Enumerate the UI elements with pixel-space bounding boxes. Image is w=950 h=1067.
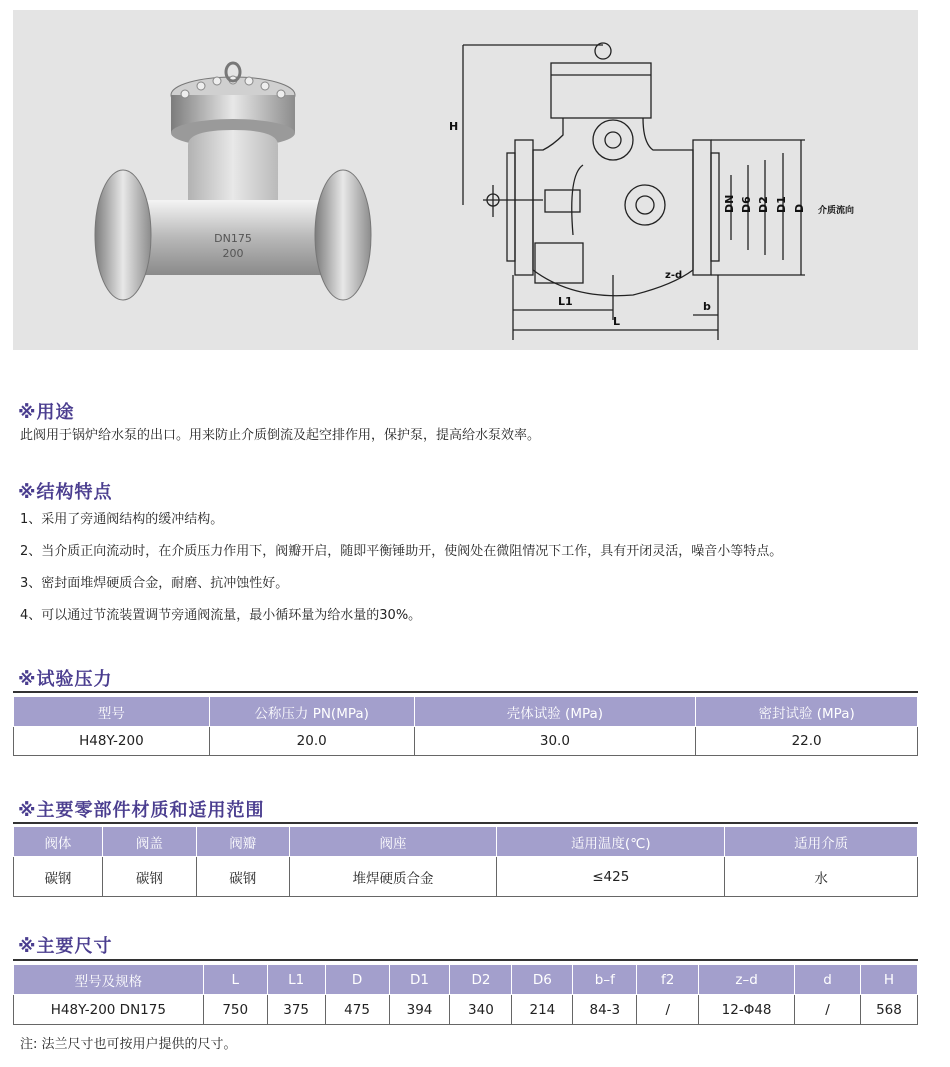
dimensions-cell: 84-3 bbox=[573, 995, 637, 1025]
materials-title: ※主要零部件材质和适用范围 bbox=[18, 800, 265, 821]
dimensions-cell: 340 bbox=[450, 995, 512, 1025]
dimensions-header: D1 bbox=[389, 965, 450, 995]
dimensions-cell: 214 bbox=[512, 995, 573, 1025]
dimensions-rule bbox=[13, 959, 918, 961]
materials-cell: 堆焊硬质合金 bbox=[289, 857, 497, 897]
dimensions-header: f2 bbox=[637, 965, 699, 995]
materials-header: 阀盖 bbox=[102, 827, 196, 857]
pressure-table bbox=[13, 696, 918, 756]
dim-label-b: b bbox=[703, 300, 711, 313]
dimensions-cell: 375 bbox=[267, 995, 325, 1025]
materials-header: 阀瓣 bbox=[196, 827, 289, 857]
dim-label-d6: D6 bbox=[740, 196, 753, 213]
dim-label-l: L bbox=[613, 315, 621, 328]
materials-header: 阀体 bbox=[14, 827, 103, 857]
dimensions-header: H bbox=[860, 965, 917, 995]
feature-item-4: 4、可以通过节流装置调节旁通阀流量，最小循环量为给水量的30%。 bbox=[20, 608, 422, 623]
dim-label-l1: L1 bbox=[558, 295, 573, 308]
valve-dimension-drawing bbox=[433, 35, 893, 345]
dimensions-header: D bbox=[325, 965, 389, 995]
valve-photo bbox=[93, 50, 373, 320]
dim-label-d: D bbox=[793, 203, 806, 213]
dimensions-header: b–f bbox=[573, 965, 637, 995]
pressure-title: ※试验压力 bbox=[18, 669, 113, 690]
materials-header: 适用温度(℃) bbox=[497, 827, 725, 857]
materials-rule bbox=[13, 822, 918, 824]
dimensions-cell: / bbox=[637, 995, 699, 1025]
feature-item-1: 1、采用了旁通阀结构的缓冲结构。 bbox=[20, 512, 224, 527]
materials-cell: ≤425 bbox=[497, 857, 725, 897]
dimensions-cell: / bbox=[795, 995, 861, 1025]
dimensions-header: D6 bbox=[512, 965, 573, 995]
pressure-header: 壳体试验 (MPa) bbox=[414, 697, 696, 727]
table-row bbox=[14, 727, 918, 756]
pressure-cell: H48Y-200 bbox=[14, 727, 210, 756]
pressure-header: 密封试验 (MPa) bbox=[696, 697, 918, 727]
dim-label-zd: z-d bbox=[665, 270, 683, 281]
materials-header-row bbox=[14, 827, 918, 857]
feature-item-3: 3、密封面堆焊硬质合金，耐磨、抗冲蚀性好。 bbox=[20, 576, 289, 591]
dim-label-dn: DN bbox=[723, 194, 736, 213]
dim-label-d1: D1 bbox=[775, 196, 788, 213]
materials-cell: 碳钢 bbox=[14, 857, 103, 897]
photo-marking-top: DN175 bbox=[214, 232, 252, 245]
dimensions-header: z–d bbox=[699, 965, 795, 995]
dim-label-d2: D2 bbox=[757, 196, 770, 213]
dimensions-cell: 750 bbox=[203, 995, 267, 1025]
dimensions-header: D2 bbox=[450, 965, 512, 995]
photo-marking-bottom: 200 bbox=[222, 247, 244, 260]
pressure-header: 公称压力 PN(MPa) bbox=[209, 697, 414, 727]
footnote: 注: 法兰尺寸也可按用户提供的尺寸。 bbox=[20, 1037, 237, 1052]
materials-header: 阀座 bbox=[289, 827, 497, 857]
dimensions-header: L1 bbox=[267, 965, 325, 995]
table-row bbox=[14, 995, 918, 1025]
dimensions-cell: 394 bbox=[389, 995, 450, 1025]
pressure-cell: 22.0 bbox=[696, 727, 918, 756]
dimensions-table bbox=[13, 964, 918, 1025]
table-row bbox=[14, 857, 918, 897]
feature-item-2: 2、当介质正向流动时，在介质压力作用下，阀瓣开启，随即平衡锤助开，使阀处在微阻情况下工作，具有开闭灵活，噪音小等特点。 bbox=[20, 544, 783, 559]
dimensions-header: 型号及规格 bbox=[14, 965, 204, 995]
pressure-cell: 20.0 bbox=[209, 727, 414, 756]
materials-cell: 水 bbox=[725, 857, 918, 897]
pressure-cell: 30.0 bbox=[414, 727, 696, 756]
materials-cell: 碳钢 bbox=[196, 857, 289, 897]
materials-table bbox=[13, 826, 918, 897]
dimensions-header: L bbox=[203, 965, 267, 995]
features-title: ※结构特点 bbox=[18, 482, 113, 503]
dimensions-cell: 475 bbox=[325, 995, 389, 1025]
dimensions-cell: 568 bbox=[860, 995, 917, 1025]
usage-text: 此阀用于锅炉给水泵的出口。用来防止介质倒流及起空排作用，保护泵，提高给水泵效率。 bbox=[20, 428, 541, 443]
dimensions-header-row bbox=[14, 965, 918, 995]
dimensions-title: ※主要尺寸 bbox=[18, 936, 113, 957]
dimensions-cell: 12-Φ48 bbox=[699, 995, 795, 1025]
pressure-header-row bbox=[14, 697, 918, 727]
dimensions-cell: H48Y-200 DN175 bbox=[14, 995, 204, 1025]
product-figure-panel bbox=[13, 10, 918, 350]
dimensions-header: d bbox=[795, 965, 861, 995]
materials-header: 适用介质 bbox=[725, 827, 918, 857]
materials-cell: 碳钢 bbox=[102, 857, 196, 897]
pressure-rule bbox=[13, 691, 918, 693]
flow-direction-label: 介质流向 bbox=[818, 206, 855, 216]
dim-label-h: H bbox=[449, 120, 459, 133]
pressure-header: 型号 bbox=[14, 697, 210, 727]
usage-title: ※用途 bbox=[18, 402, 75, 423]
